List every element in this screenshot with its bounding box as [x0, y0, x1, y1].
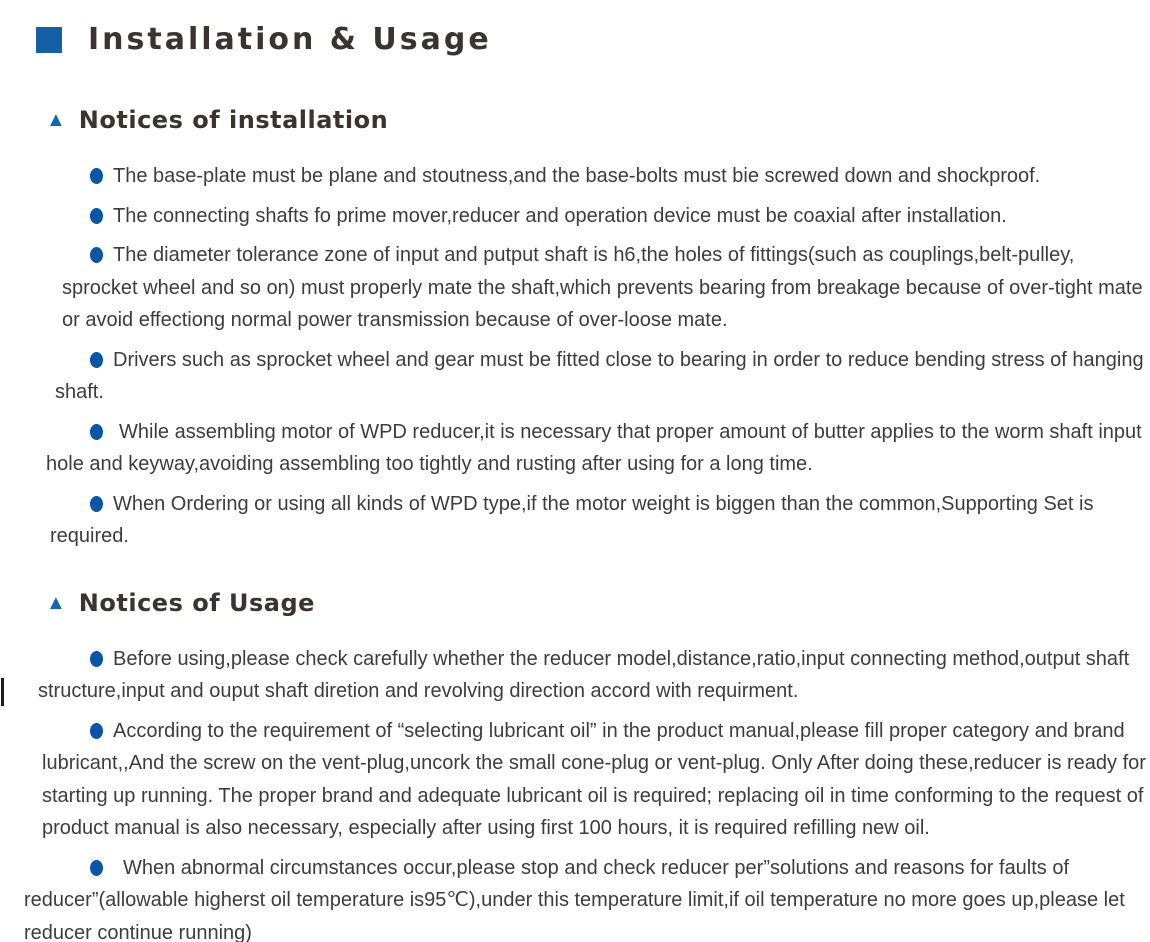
list-item — [0, 852, 1150, 942]
list-item-text: The connecting shafts fo prime mover,reducer and operation device must be coaxial after installation. — [113, 204, 1007, 227]
section-title: Notices of Usage — [78, 588, 315, 617]
list-item — [0, 239, 1150, 337]
list-item — [0, 643, 1150, 708]
circle-bullet-icon — [90, 723, 103, 739]
circle-bullet-icon — [90, 208, 103, 224]
list-item — [0, 416, 1150, 481]
square-icon — [36, 27, 62, 53]
circle-bullet-icon — [90, 496, 103, 512]
page-title: Installation & Usage — [88, 22, 492, 57]
list-item — [0, 200, 1150, 233]
list-item — [0, 344, 1150, 409]
list-item — [0, 715, 1150, 845]
circle-bullet-icon — [90, 352, 103, 368]
triangle-icon: ▲ — [46, 109, 66, 131]
circle-bullet-icon — [90, 424, 103, 440]
circle-bullet-icon — [90, 247, 103, 263]
circle-bullet-icon — [90, 168, 103, 184]
list-item-text: While assembling motor of WPD reducer,it is necessary that proper amount of butter applies to the worm shaft input hole and keyway,avoiding assembling too tightly and rusting after using for a long time. — [46, 420, 1142, 475]
main-heading — [36, 20, 1150, 60]
list-item-text: The diameter tolerance zone of input and putput shaft is h6,the holes of fittings(such as couplings,belt-pulley, sprocket wheel and so on) must properly mate the shaft,which prevents bearing from breakage because of over-tight mate or avoid effectiong normal power transmission because of over-loose mate. — [62, 244, 1143, 331]
list-item-text: When Ordering or using all kinds of WPD type,if the motor weight is biggen than the common,Supporting Set is required. — [50, 492, 1094, 547]
triangle-icon: ▲ — [46, 591, 66, 614]
page-edge-mark — [1, 678, 4, 706]
list-item-text: According to the requirement of “selecting lubricant oil” in the product manual,please fill proper category and brand lubricant,,And the screw on the vent-plug,uncork the small cone-plug or vent-plug. Only After doing these,reducer is ready for starting up running. The proper brand and adequate lubricant oil is required; replacing oil in time conforming to the request of product manual is also necessary, especially after using first 100 hours, it is required refilling new oil. — [42, 719, 1146, 839]
section-heading-installation — [46, 104, 1150, 136]
usage-bullet-list — [0, 643, 1150, 942]
installation-bullet-list — [0, 160, 1150, 553]
list-item-text: Before using,please check carefully whether the reducer model,distance,ratio,input connecting method,output shaft structure,input and ouput shaft diretion and revolving direction accord with requirment. — [38, 647, 1130, 702]
section-heading-usage — [46, 587, 1150, 619]
list-item — [0, 160, 1150, 193]
circle-bullet-icon — [90, 651, 103, 667]
section-usage — [0, 587, 1150, 942]
list-item-text: The base-plate must be plane and stoutness,and the base-bolts must bie screwed down and shockproof. — [113, 165, 1041, 187]
list-item — [0, 488, 1150, 553]
section-installation — [0, 104, 1150, 553]
section-title: Notices of installation — [78, 106, 389, 134]
list-item-text: Drivers such as sprocket wheel and gear must be fitted close to bearing in order to reduce bending stress of hanging shaft. — [55, 348, 1144, 403]
list-item-text: When abnormal circumstances occur,please stop and check reducer per”solutions and reasons for faults of reducer”(allowable higherst oil temperature is95℃),under this temperature limit,if oil temperature no more goes up,please let reducer continue running) — [24, 856, 1125, 942]
circle-bullet-icon — [90, 860, 103, 876]
